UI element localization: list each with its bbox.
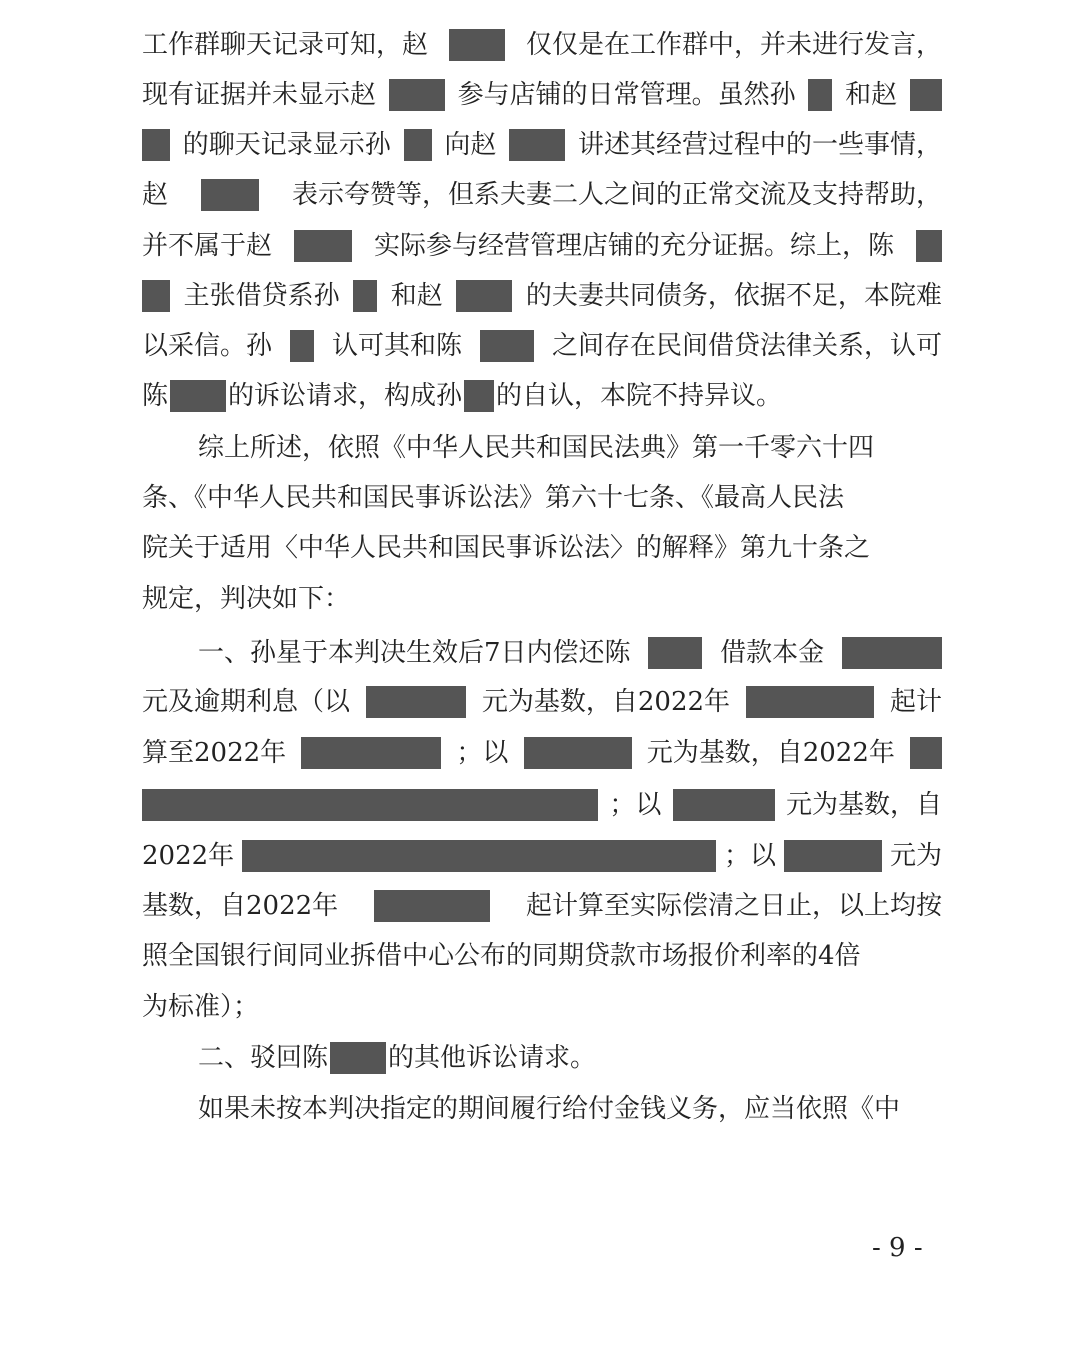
text-segment: 表示夸赞等，但系夫妻二人之间的正常交流及支持帮助， [291, 180, 942, 210]
redaction-block [301, 737, 441, 769]
redaction-block [366, 686, 466, 718]
text-segment: 二、驳回陈 [198, 1043, 329, 1073]
redaction-block [480, 330, 534, 362]
text-segment: 借款本金 [720, 638, 825, 668]
text-segment: 认可其和陈 [331, 331, 462, 361]
text-line [198, 1091, 942, 1127]
text-line [142, 735, 942, 771]
text-segment: 如果未按本判决指定的期间履行给付金钱义务，应当依照《中 [198, 1094, 901, 1124]
text-line [142, 278, 942, 314]
text-segment: 的夫妻共同债务，依据不足，本院难 [525, 281, 942, 311]
text-line [142, 989, 942, 1025]
text-line [142, 530, 942, 566]
text-segment: 院关于适用〈中华人民共和国民事诉讼法〉的解释》第九十条之 [142, 533, 871, 563]
text-segment: 陈 [142, 381, 169, 411]
text-segment: 和赵 [845, 80, 898, 110]
text-segment: 仅仅是在工作群中，并未进行发言， [525, 30, 942, 60]
redaction-block [673, 789, 775, 821]
redaction-block [330, 1042, 386, 1074]
text-line [142, 27, 942, 63]
redaction-block [910, 737, 942, 769]
text-segment: 起计算至实际偿清之日止，以上均按 [525, 891, 942, 921]
redaction-block [201, 179, 259, 211]
text-segment: 的聊天记录显示孙 [182, 130, 391, 160]
text-line [142, 888, 942, 924]
text-line [142, 177, 942, 213]
redaction-block [294, 230, 352, 262]
redaction-block [648, 637, 702, 669]
text-line [142, 328, 942, 364]
text-segment: 和赵 [390, 281, 443, 311]
redaction-block [374, 890, 490, 922]
redaction-block [142, 280, 170, 312]
text-segment: 基数，自2022年 [142, 891, 339, 921]
redaction-block [910, 79, 942, 111]
text-segment: 现有证据并未显示赵 [142, 80, 377, 110]
text-segment: 之间存在民间借贷法律关系，认可 [551, 331, 942, 361]
text-segment: ；以 [456, 738, 509, 768]
text-segment: 算至2022年 [142, 738, 287, 768]
text-line [142, 581, 942, 617]
text-segment: 元及逾期利息（以 [142, 687, 351, 717]
text-line [142, 838, 942, 874]
text-line [142, 77, 942, 113]
text-line [142, 787, 942, 823]
text-segment: 为标准）； [142, 992, 260, 1022]
text-line [142, 938, 942, 974]
text-segment: 照全国银行间同业拆借中心公布的同期贷款市场报价利率的4倍 [142, 941, 861, 971]
text-segment: 元为基数，自2022年 [481, 687, 731, 717]
text-segment: 综上所述，依照《中华人民共和国民法典》第一千零六十四 [198, 433, 875, 463]
text-segment: 工作群聊天记录可知，赵 [142, 30, 429, 60]
text-segment: 元为基数，自2022年 [646, 738, 895, 768]
redaction-block [524, 737, 632, 769]
text-segment: 并不属于赵 [142, 231, 273, 261]
text-line [198, 635, 942, 671]
redaction-block [456, 280, 512, 312]
text-segment: 向赵 [444, 130, 497, 160]
text-segment: 参与店铺的日常管理。虽然孙 [457, 80, 796, 110]
redaction-block [464, 380, 494, 412]
redaction-block [290, 330, 314, 362]
text-segment: 讲述其经营过程中的一些事情， [577, 130, 942, 160]
page-number: - 9 - [872, 1233, 923, 1263]
text-line [142, 684, 942, 720]
redaction-block [404, 129, 432, 161]
text-segment: 一、孙星于本判决生效后7日内偿还陈 [198, 638, 631, 668]
text-segment: 实际参与经营管理店铺的充分证据。综上，陈 [373, 231, 894, 261]
text-segment: 的自认，本院不持异议。 [496, 381, 783, 411]
redaction-block [449, 29, 505, 61]
text-segment: 条、《中华人民共和国民事诉讼法》第六十七条、《最高人民法 [142, 483, 845, 513]
redaction-block [142, 789, 598, 821]
text-segment: ；以 [609, 790, 662, 820]
text-line [142, 127, 942, 163]
redaction-block [784, 840, 882, 872]
redaction-block [842, 637, 942, 669]
text-segment: 的诉讼请求，构成孙 [228, 381, 463, 411]
text-line [142, 480, 942, 516]
redaction-block [170, 380, 226, 412]
text-segment: 赵 [142, 180, 169, 210]
text-line [198, 1040, 942, 1076]
redaction-block [746, 686, 874, 718]
text-line [142, 378, 942, 414]
text-segment: 以采信。孙 [142, 331, 273, 361]
text-segment: ；以 [724, 841, 777, 871]
text-segment: 元为基数，自 [785, 790, 942, 820]
redaction-block [142, 129, 170, 161]
redaction-block [389, 79, 445, 111]
redaction-block [509, 129, 565, 161]
text-segment: 2022年 [142, 841, 235, 871]
text-segment: 主张借贷系孙 [183, 281, 340, 311]
redaction-block [808, 79, 832, 111]
text-segment: 起计 [889, 687, 942, 717]
redaction-block [353, 280, 377, 312]
text-segment: 规定，判决如下： [142, 584, 351, 614]
redaction-block [242, 840, 716, 872]
text-line [198, 430, 942, 466]
text-line [142, 228, 942, 264]
text-segment: 的其他诉讼请求。 [388, 1043, 597, 1073]
redaction-block [916, 230, 942, 262]
text-segment: 元为 [889, 841, 942, 871]
